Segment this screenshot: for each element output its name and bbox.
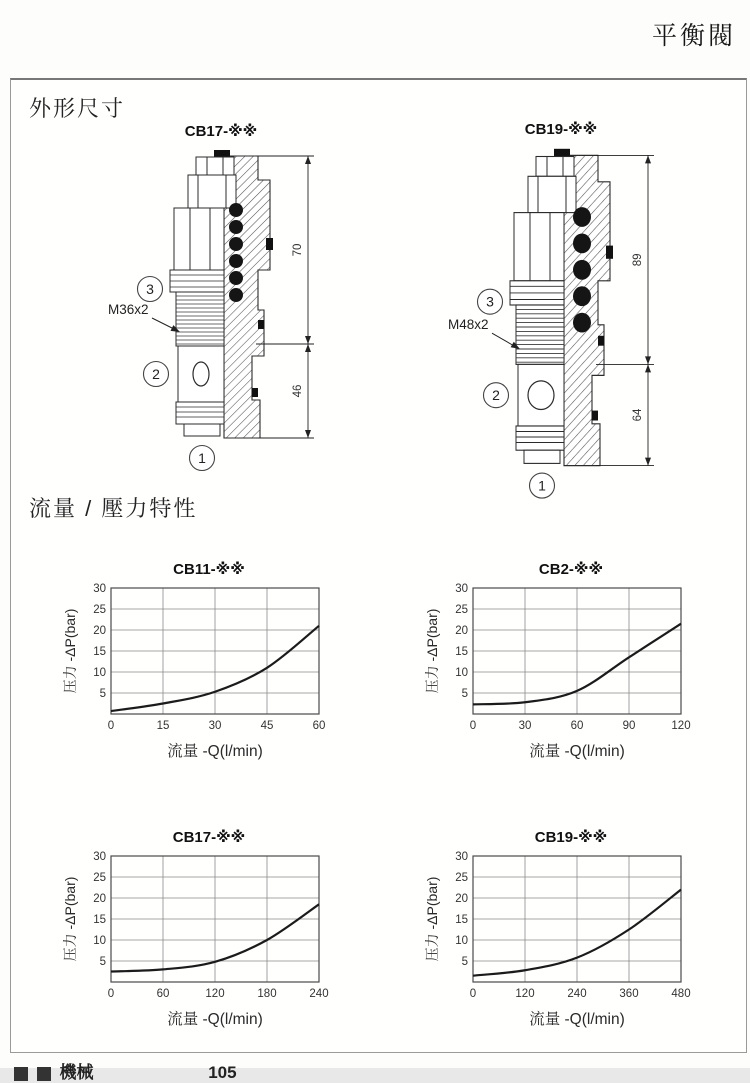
y-tick-label: 10: [93, 667, 106, 679]
dimension-label-upper: 89: [632, 253, 644, 267]
drawing-title-cb17: CB17-※※: [184, 123, 258, 140]
y-tick-label: 15: [455, 646, 468, 658]
y-axis-label: 压力 -ΔP(bar): [424, 608, 440, 694]
y-tick-label: 5: [461, 956, 468, 968]
spring-coil-dot: [573, 207, 591, 227]
spring-coil-dot: [573, 286, 591, 306]
spring-coil-dot: [573, 234, 591, 254]
x-tick-label: 240: [567, 988, 587, 1000]
y-tick-label: 25: [455, 604, 468, 616]
x-tick-label: 360: [619, 988, 639, 1000]
x-axis-label: 流量 -Q(l/min): [529, 743, 625, 760]
chart-block-cb11: [59, 560, 359, 774]
x-axis-label: 流量 -Q(l/min): [529, 1011, 625, 1028]
valve-geometry: [170, 150, 273, 438]
page-footer: [14, 1058, 237, 1083]
spring-coil-dot: [573, 313, 591, 333]
callout-number: 1: [538, 477, 546, 494]
x-tick-label: 120: [671, 720, 691, 732]
y-tick-label: 25: [93, 872, 106, 884]
spring-coil-dot: [229, 254, 243, 268]
y-tick-label: 30: [93, 851, 106, 863]
y-tick-label: 30: [455, 583, 468, 595]
dimension-label-upper: 70: [292, 243, 304, 257]
spring-coil-dot: [573, 260, 591, 280]
y-tick-label: 30: [93, 583, 106, 595]
x-tick-label: 60: [570, 720, 584, 732]
port-hole: [193, 362, 209, 386]
y-tick-label: 15: [93, 646, 106, 658]
chart-block-cb17: [59, 828, 359, 1042]
y-tick-label: 15: [455, 914, 468, 926]
footer-page-number: 105: [208, 1063, 237, 1082]
x-tick-label: 90: [622, 720, 636, 732]
x-tick-label: 30: [518, 720, 532, 732]
y-tick-label: 10: [455, 667, 468, 679]
x-tick-label: 30: [208, 720, 222, 732]
spring-coil-dot: [229, 288, 243, 302]
logo-mark-icon: [37, 1067, 51, 1081]
y-tick-label: 5: [99, 688, 106, 700]
logo-mark-icon: [14, 1067, 28, 1081]
flow-pressure-chart-cb19: [421, 848, 721, 1042]
chart-title-cb11: CB11-※※: [173, 561, 245, 578]
x-tick-label: 60: [312, 720, 326, 732]
y-tick-label: 20: [93, 893, 106, 905]
content-frame: [10, 78, 747, 1053]
valve-drawing-cb17: [106, 122, 336, 484]
callout-number: 1: [198, 450, 206, 466]
thread-size-label: M48x2: [448, 317, 489, 333]
section-title-dimensions: 外形尺寸: [29, 96, 126, 121]
y-tick-label: 20: [455, 625, 468, 637]
valve-cross-section-cb19: [446, 140, 676, 510]
x-axis-label: 流量 -Q(l/min): [167, 743, 263, 760]
y-tick-label: 20: [455, 893, 468, 905]
dimension-label-lower: 46: [292, 384, 304, 398]
y-tick-label: 25: [93, 604, 106, 616]
callout-number: 2: [152, 366, 160, 382]
chart-title-cb17: CB17-※※: [172, 829, 246, 846]
footer-text: 機械: [59, 1063, 94, 1082]
x-tick-label: 120: [205, 988, 225, 1000]
dimension-label-lower: 64: [632, 408, 644, 422]
flow-pressure-chart-cb2: [421, 580, 721, 774]
y-tick-label: 20: [93, 625, 106, 637]
y-tick-label: 5: [99, 956, 106, 968]
y-axis-label: 压力 -ΔP(bar): [424, 876, 440, 962]
x-tick-label: 480: [671, 988, 691, 1000]
chart-title-cb19: CB19-※※: [534, 829, 608, 846]
x-tick-label: 0: [107, 988, 115, 1000]
port-hole: [528, 381, 554, 410]
callout-number: 2: [492, 387, 500, 404]
page-title: 平衡閥: [651, 22, 736, 50]
callout-number: 3: [146, 281, 154, 297]
y-tick-label: 10: [93, 935, 106, 947]
x-tick-label: 0: [107, 720, 115, 732]
callout-number: 3: [486, 293, 494, 310]
spring-coil-dot: [229, 220, 243, 234]
spring-coil-dot: [229, 271, 243, 285]
x-tick-label: 180: [257, 988, 277, 1000]
y-tick-label: 5: [461, 688, 468, 700]
y-tick-label: 10: [455, 935, 468, 947]
x-tick-label: 240: [309, 988, 329, 1000]
valve-cross-section-cb17: [106, 142, 336, 484]
y-axis-label: 压力 -ΔP(bar): [62, 608, 78, 694]
y-tick-label: 15: [93, 914, 106, 926]
y-tick-label: 25: [455, 872, 468, 884]
valve-drawing-cb19: [446, 120, 676, 510]
chart-block-cb2: [421, 560, 721, 774]
y-tick-label: 30: [455, 851, 468, 863]
flow-pressure-chart-cb11: [59, 580, 359, 774]
section-title-flow: 流量 / 壓力特性: [29, 496, 198, 521]
valve-geometry: [510, 149, 613, 466]
x-tick-label: 60: [156, 988, 170, 1000]
chart-title-cb2: CB2-※※: [538, 561, 604, 578]
spring-coil-dot: [229, 237, 243, 251]
x-tick-label: 120: [515, 988, 535, 1000]
thread-size-label: M36x2: [108, 302, 149, 317]
flow-pressure-chart-cb17: [59, 848, 359, 1042]
drawing-title-cb19: CB19-※※: [524, 121, 598, 138]
x-tick-label: 45: [260, 720, 274, 732]
x-tick-label: 0: [469, 720, 477, 732]
chart-block-cb19: [421, 828, 721, 1042]
x-tick-label: 15: [156, 720, 170, 732]
spring-coil-dot: [229, 203, 243, 217]
x-axis-label: 流量 -Q(l/min): [167, 1011, 263, 1028]
x-tick-label: 0: [469, 988, 477, 1000]
y-axis-label: 压力 -ΔP(bar): [62, 876, 78, 962]
